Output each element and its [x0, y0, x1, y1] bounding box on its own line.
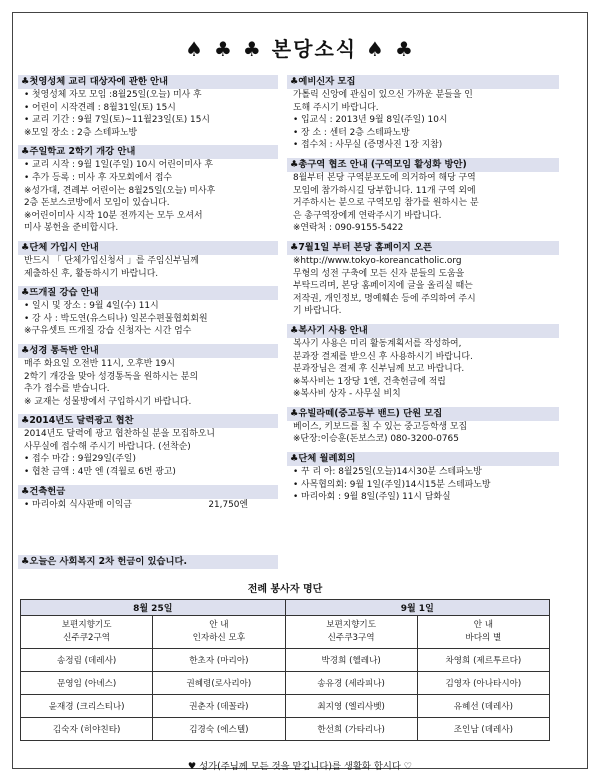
liturgy-duty-roster	[20, 580, 550, 741]
section-line: 복사기 사용은 미리 활동계획서를 작성하여,	[293, 338, 462, 349]
section-line: 추가 접수를 받습니다.	[24, 384, 110, 395]
footer-slogan: ♥ 성가(주님께 모든 것을 맡깁니다)를 생활화 합시다 ♡	[187, 761, 413, 772]
roster-cell: 윤재경 (크리스티나)	[21, 695, 153, 718]
section-line: • 첫영성체 자모 모임 :8월25일(오늘) 미사 후	[24, 90, 202, 100]
section-heading: ♣7월1일 부터 본당 홈페이지 오픈	[287, 241, 559, 255]
section-heading: ♣2014년도 달력광고 협찬	[18, 414, 278, 428]
notice-section	[287, 241, 559, 318]
notice-section	[18, 145, 278, 235]
roster-row	[21, 649, 550, 672]
section-heading: ♣복사기 사용 안내	[287, 324, 559, 338]
section-heading: ♣총구역 협조 안내 (구역모임 활성화 방안)	[287, 158, 559, 172]
section-line: 반드시 「 단체가입신청서 」를 주임신부님께	[24, 255, 199, 266]
roster-table	[20, 599, 550, 741]
section-line: ※단장:이승훈(돈보스코) 080-3200-0765	[293, 434, 459, 445]
roster-cell: 권춘자 (데꼴라)	[153, 695, 285, 718]
section-heading: ♣첫영성체 교리 대상자에 관한 안내	[18, 75, 278, 89]
notice-section	[287, 75, 559, 152]
section-line: ※모일 장소 : 2층 스테파노방	[24, 127, 138, 138]
section-line: • 접수처 : 사무실 (증명사진 1장 지참)	[293, 140, 443, 151]
notice-section	[18, 241, 278, 280]
role-name: 안 내	[209, 620, 229, 630]
notice-section	[18, 75, 278, 139]
roster-cell: 권혜령(로사리아)	[153, 672, 285, 695]
section-line: • 마리아회 : 9월 8일(주일) 11시 담화실	[293, 492, 451, 503]
section-line: 2층 돈보스코방에서 모임이 있습니다.	[24, 198, 170, 209]
role-header	[417, 616, 549, 649]
section-heading: ♣주일학교 2학기 개강 안내	[18, 145, 278, 159]
roster-cell: 김영자 (아나타시아)	[417, 672, 549, 695]
date-header: 8월 25일	[21, 600, 286, 616]
roster-cell: 박경희 (헬레나)	[285, 649, 417, 672]
roster-cell: 송정림 (데레사)	[21, 649, 153, 672]
section-line: ※ 교재는 성물방에서 구입하시기 바랍니다.	[24, 396, 192, 407]
section-heading: ♣성경 통독반 안내	[18, 344, 278, 358]
roster-row	[21, 672, 550, 695]
section-line: • 사목협의회: 9월 1일(주일)14시15분 스테파노방	[293, 479, 491, 490]
section-line: • 장 소 : 센터 2층 스테파노방	[293, 127, 410, 138]
roster-title: 전례 봉사자 명단	[247, 584, 323, 595]
section-line: 모임에 참가하시길 당부합니다. 11개 구역 외에	[293, 185, 476, 196]
section-line: • 강 사 : 박도연(유스티나) 일본수편물협회회원	[24, 313, 208, 324]
section-line: ※구유셋트 뜨개질 강습 신청자는 시간 엄수	[24, 326, 192, 337]
donation-row	[18, 499, 278, 512]
section-line: ※성가대, 견례부 어린이는 8월25일(오늘) 미사후	[24, 185, 216, 196]
role-group: 신주쿠3구역	[327, 633, 375, 643]
left-column	[18, 75, 278, 517]
section-line: 은 총구역장에게 연락주시기 바랍니다.	[293, 210, 442, 221]
roster-row	[21, 695, 550, 718]
notice-section	[287, 452, 559, 504]
section-line: ※복사비는 1장당 1엔, 건축헌금에 적립	[293, 376, 446, 387]
page-title: ♠ ♣ ♣ 본당소식 ♠ ♣	[185, 37, 415, 61]
donation-label: • 마리아회 식사판매 이익금	[24, 499, 133, 510]
section-heading: ♣뜨개질 강습 안내	[18, 286, 278, 300]
section-line: • 꾸 리 아: 8월25일(오늘)14시30분 스테파노방	[293, 467, 482, 478]
section-line: 매주 화요일 오전반 11시, 오후반 19시	[24, 358, 175, 369]
role-name: 보편지향기도	[326, 620, 377, 630]
section-line: 부탁드리며, 본당 홈페이지에 글을 올리실 때는	[293, 281, 473, 292]
roster-cell: 한선희 (가타리나)	[285, 718, 417, 741]
role-name: 보편지향기도	[61, 620, 112, 630]
section-line: 2014년도 달력에 광고 협찬하실 분을 모집하오니	[24, 429, 216, 440]
roster-cell: 송유경 (세라피나)	[285, 672, 417, 695]
role-name: 안 내	[473, 620, 494, 630]
section-heading: ♣단체 가입시 안내	[18, 241, 278, 255]
section-line: 거주하시는 분으로 구역모임 참가를 원하시는 분	[293, 198, 479, 209]
roster-cell: 김숙자 (히야친타)	[21, 718, 153, 741]
role-group: 신주쿠2구역	[63, 633, 111, 643]
section-line: • 일시 및 장소 : 9월 4일(수) 11시	[24, 301, 159, 312]
section-line: 분과장 결제를 받으신 후 사용하시기 바랍니다.	[293, 351, 473, 362]
role-header	[285, 616, 417, 649]
section-line: ※http://www.tokyo-koreancatholic.org	[293, 255, 462, 266]
role-group: 인자하신 모후	[192, 633, 246, 643]
section-heading: ♣단체 월례회의	[287, 452, 559, 466]
section-line: • 접수 마감 : 9월29일(주일)	[24, 454, 136, 465]
roster-cell: 김경숙 (에스텔)	[153, 718, 285, 741]
section-line: 베이스, 키보드를 칠 수 있는 중고등학생 모집	[293, 421, 468, 432]
roster-cell: 한초자 (마리아)	[153, 649, 285, 672]
notice-section	[18, 344, 278, 408]
notice-section	[18, 414, 278, 478]
section-line: • 추가 등록 : 미사 후 자모회에서 접수	[24, 172, 172, 183]
section-line: ※어린이미사 시작 10분 전까지는 모두 오셔서	[24, 210, 203, 221]
section-heading: ♣유빌라떼(중고등부 밴드) 단원 모집	[287, 407, 559, 421]
section-line: ※복사비 상자 - 사무실 비치	[293, 389, 401, 400]
section-line: 미사 봉헌을 준비합시다.	[24, 223, 119, 234]
section-line: 가톨릭 신앙에 관심이 있으신 가까운 분들을 인	[293, 90, 473, 100]
section-line: • 교리 시작 : 9월 1일(주일) 10시 어린이미사 후	[24, 160, 213, 171]
special-collection-notice	[18, 555, 278, 569]
roster-cell: 최지영 (엘리사벳)	[285, 695, 417, 718]
roster-cell: 문영임 (아녜스)	[21, 672, 153, 695]
section-line: 무형의 성전 구축에 모든 신자 분들의 도움을	[293, 268, 465, 279]
section-line: 8월부터 본당 구역분포도에 의거하여 해당 구역	[293, 172, 476, 183]
section-line: 기 바랍니다.	[293, 306, 342, 317]
donation-amount: 21,750엔	[208, 499, 248, 510]
role-header	[153, 616, 285, 649]
section-line: • 어린이 시작견례 : 8월31일(토) 15시	[24, 102, 176, 113]
right-column	[287, 75, 559, 510]
section-line: • 교리 기간 : 9월 7일(토)~11월23일(토) 15시	[24, 115, 210, 126]
notice-section	[18, 286, 278, 338]
section-line: 분과장님은 결제 후 신부님께 보고 바랍니다.	[293, 364, 465, 375]
roster-row	[21, 718, 550, 741]
role-header	[21, 616, 153, 649]
roster-cell: 조인남 (데레사)	[417, 718, 549, 741]
notice-section	[18, 485, 278, 512]
section-line: • 입교식 : 2013년 9월 8일(주일) 10시	[293, 115, 448, 126]
section-heading: ♣건축헌금	[18, 485, 278, 499]
section-heading: ♣예비신자 모집	[287, 75, 559, 89]
date-header: 9월 1일	[285, 600, 550, 616]
section-line: ※연락처 : 090-9155-5422	[293, 223, 404, 234]
roster-cell: 차영희 (제르투르다)	[417, 649, 549, 672]
section-line: 제출하신 후, 활동하시기 바랍니다.	[24, 268, 159, 279]
section-line: 저작권, 개인정보, 명예훼손 등에 주의하여 주시	[293, 293, 476, 304]
section-line: 도해 주시기 바랍니다.	[293, 102, 379, 113]
notice-section	[287, 158, 559, 235]
roster-cell: 유혜선 (데레사)	[417, 695, 549, 718]
notice-section	[287, 324, 559, 401]
section-line: • 협찬 금액 : 4만 엔 (격월로 6번 광고)	[24, 467, 176, 478]
notice-section	[287, 407, 559, 446]
section-line: 2학기 개강을 맞아 성경통독을 원하시는 분의	[24, 371, 199, 382]
role-group: 바다의 별	[465, 633, 502, 643]
section-heading: ♣오늘은 사회복지 2차 헌금이 있습니다.	[18, 555, 278, 569]
section-line: 사무실에 접수해 주시기 바랍니다. (선착순)	[24, 441, 191, 452]
